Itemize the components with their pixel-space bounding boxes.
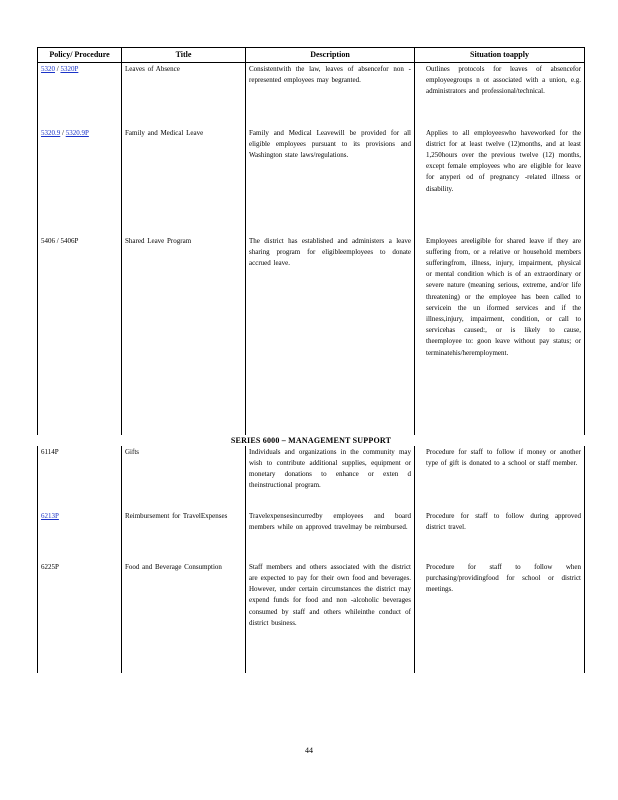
header-policy: Policy/ Procedure: [38, 48, 122, 63]
bullet-icon: [418, 236, 426, 359]
situation-cell: [415, 561, 585, 673]
policy-cell: 6225P: [38, 561, 122, 673]
series-heading: SERIES 6000 – MANAGEMENT SUPPORT: [230, 435, 392, 445]
situation-text: Applies to all employeeswho haveworked for the district for at least twelve (12)months, and at least 1,250hours over the previous twelve (12) months, except female employees who are eligible for leave for anyperi od of pregnancy -related illness or disability.: [426, 128, 581, 193]
policy-link[interactable]: 5320: [41, 65, 55, 73]
title-cell: Reimbursement for TravelExpenses: [122, 510, 246, 561]
policy-cell: 6114P: [38, 446, 122, 510]
situation-cell: [415, 63, 585, 127]
title-cell: Leaves of Absence: [122, 63, 246, 127]
procedure-link[interactable]: 5320P: [60, 65, 79, 73]
description-cell: Staff members and others associated with the district are expected to pay for their own food and beverages. However, under certain circumstances the district may expend funds for food and non -alcoholic beverages consumed by staff and others whileinthe conduct of district business.: [246, 561, 415, 673]
situation-text: Procedure for staff to follow when purchasing/providingfood for school or district meetings.: [426, 562, 581, 594]
table-row: [38, 127, 585, 235]
title-cell: Food and Beverage Consumption: [122, 561, 246, 673]
description-cell: Consistentwith the law, leaves of absencefor non -represented employees may begranted.: [246, 63, 415, 127]
situation-cell: [415, 510, 585, 561]
policy-table: [37, 47, 585, 673]
header-situation: Situation toapply: [415, 48, 585, 63]
policy-cell: [38, 127, 122, 235]
policy-number: 5406: [41, 236, 55, 245]
header-title: Title: [122, 48, 246, 63]
situation-cell: [415, 127, 585, 235]
bullet-icon: [418, 447, 426, 469]
series-row: [38, 435, 585, 446]
bullet-icon: [418, 64, 426, 98]
procedure-link[interactable]: 5320.9P: [65, 128, 89, 137]
table-row: [38, 446, 585, 510]
policy-separator: /: [60, 128, 66, 137]
policy-cell: [38, 510, 122, 561]
page-number: 44: [305, 746, 313, 755]
policy-separator: /: [55, 65, 61, 73]
situation-cell: [415, 446, 585, 510]
description-cell: Individuals and organizations in the community may wish to contribute additional supplies, equipment or monetary donations to enhance or exten d theinstructional program.: [246, 446, 415, 510]
table-row: [38, 235, 585, 435]
policy-cell: [38, 63, 122, 127]
header-description: Description: [246, 48, 415, 63]
bullet-icon: [418, 562, 426, 596]
table-row: [38, 63, 585, 127]
table-row: [38, 510, 585, 561]
table-row: [38, 561, 585, 673]
situation-text: Employees areeligible for shared leave if they are suffering from, or a relative or household members sufferingfrom, illness, injury, impairment, physical or mental condition which is of an extraordinary or severe nature (meaning serious, extreme, and/or life threatening) or the employee has been called to servicein the un iformed services and if the illness,injury, impairment, condition, or call to servicehas caused:, or is likely to cause, theemployee to: goon leave without pay status; or terminatehis/heremployment.: [426, 236, 581, 357]
title-cell: Shared Leave Program: [122, 235, 246, 435]
policy-separator: /: [55, 236, 61, 245]
description-cell: Travelexpensesincurredby employees and board members while on approved travelmay be reimbursed.: [246, 510, 415, 561]
header-row: [38, 48, 585, 63]
policy-link[interactable]: 5320.9: [41, 128, 61, 137]
description-cell: Family and Medical Leavewill be provided for all eligible employees pursuant to its provisions and Washington state laws/regulations.: [246, 127, 415, 235]
procedure-link[interactable]: 6213P: [41, 511, 59, 520]
title-cell: Family and Medical Leave: [122, 127, 246, 235]
situation-text: Outlines protocols for leaves of absencefor employeegroups n ot associated with a union, e.g. administrators and professional/technical.: [426, 65, 581, 96]
procedure-number: 5406P: [60, 236, 79, 245]
bullet-icon: [418, 511, 426, 533]
title-cell: Gifts: [122, 446, 246, 510]
situation-cell: [415, 235, 585, 435]
policy-cell: [38, 235, 122, 435]
situation-text: Procedure for staff to follow during approved district travel.: [426, 511, 581, 531]
description-cell: The district has established and administers a leave sharing program for eligibleemployees to donate accrued leave.: [246, 235, 415, 435]
bullet-icon: [418, 128, 426, 195]
situation-text: Procedure for staff to follow if money or another type of gift is donated to a school or staff member.: [426, 447, 581, 467]
